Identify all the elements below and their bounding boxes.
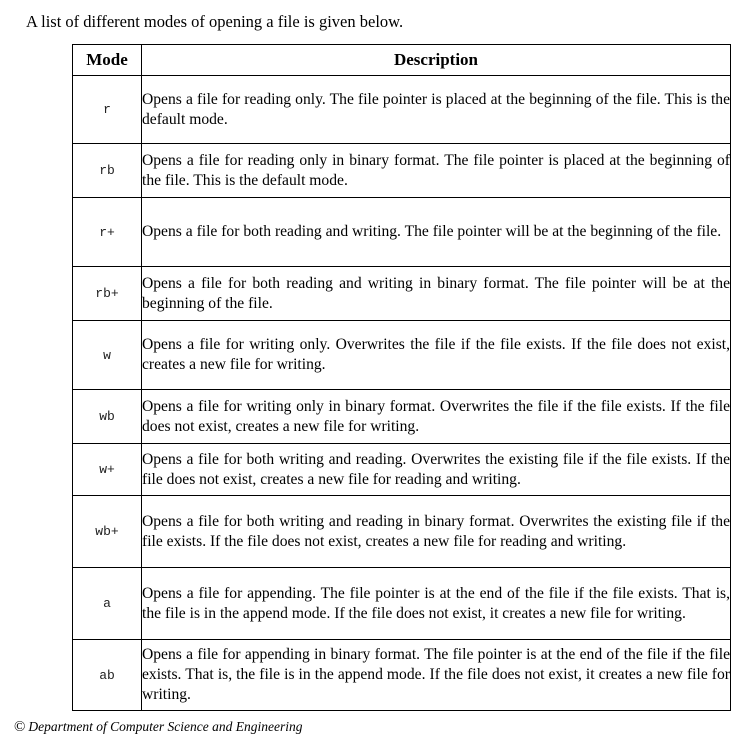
description-cell: Opens a file for appending in binary format. The file pointer is at the end of the file if the file exists. That is, the file is in the append mode. If the file does not exist, it creates a new file for writing. — [142, 640, 731, 711]
mode-cell: w — [73, 321, 142, 390]
mode-cell: w+ — [73, 444, 142, 496]
table-row — [73, 144, 731, 198]
description-cell: Opens a file for appending. The file pointer is at the end of the file if the file exists. That is, the file is in the append mode. If the file does not exist, it creates a new file for writing. — [142, 568, 731, 640]
description-cell: Opens a file for reading only in binary format. The file pointer is placed at the beginning of the file. This is the default mode. — [142, 144, 731, 198]
column-header-description: Description — [142, 45, 731, 76]
description-cell: Opens a file for both reading and writing. The file pointer will be at the beginning of the file. — [142, 198, 731, 267]
description-cell: Opens a file for reading only. The file pointer is placed at the beginning of the file. This is the default mode. — [142, 76, 731, 144]
mode-cell: rb — [73, 144, 142, 198]
intro-text: A list of different modes of opening a file is given below. — [26, 12, 404, 31]
column-header-mode: Mode — [73, 45, 142, 76]
mode-cell: a — [73, 568, 142, 640]
table-row — [73, 198, 731, 267]
mode-cell: r — [73, 76, 142, 144]
table-row — [73, 76, 731, 144]
mode-cell: rb+ — [73, 267, 142, 321]
copyright-symbol: © — [14, 719, 26, 735]
footer-credit — [14, 719, 302, 736]
mode-cell: wb+ — [73, 496, 142, 568]
description-cell: Opens a file for writing only. Overwrites the file if the file exists. If the file does not exist, creates a new file for writing. — [142, 321, 731, 390]
footer-department-text: Department of Computer Science and Engineering — [28, 719, 303, 734]
table-row — [73, 496, 731, 568]
description-cell: Opens a file for both writing and reading. Overwrites the existing file if the file exists. If the file does not exist, creates a new file for reading and writing. — [142, 444, 731, 496]
file-modes-table — [72, 44, 731, 711]
table-row — [73, 640, 731, 711]
mode-cell: wb — [73, 390, 142, 444]
description-cell: Opens a file for both writing and reading in binary format. Overwrites the existing file if the file exists. If the file does not exist, creates a new file for reading and writing. — [142, 496, 731, 568]
table-row — [73, 321, 731, 390]
description-cell: Opens a file for both reading and writing in binary format. The file pointer will be at the beginning of the file. — [142, 267, 731, 321]
table-row — [73, 568, 731, 640]
table-header-row — [73, 45, 731, 76]
table-row — [73, 390, 731, 444]
table-row — [73, 267, 731, 321]
mode-cell: r+ — [73, 198, 142, 267]
table-row — [73, 444, 731, 496]
description-cell: Opens a file for writing only in binary format. Overwrites the file if the file exists. If the file does not exist, creates a new file for writing. — [142, 390, 731, 444]
mode-cell: ab — [73, 640, 142, 711]
